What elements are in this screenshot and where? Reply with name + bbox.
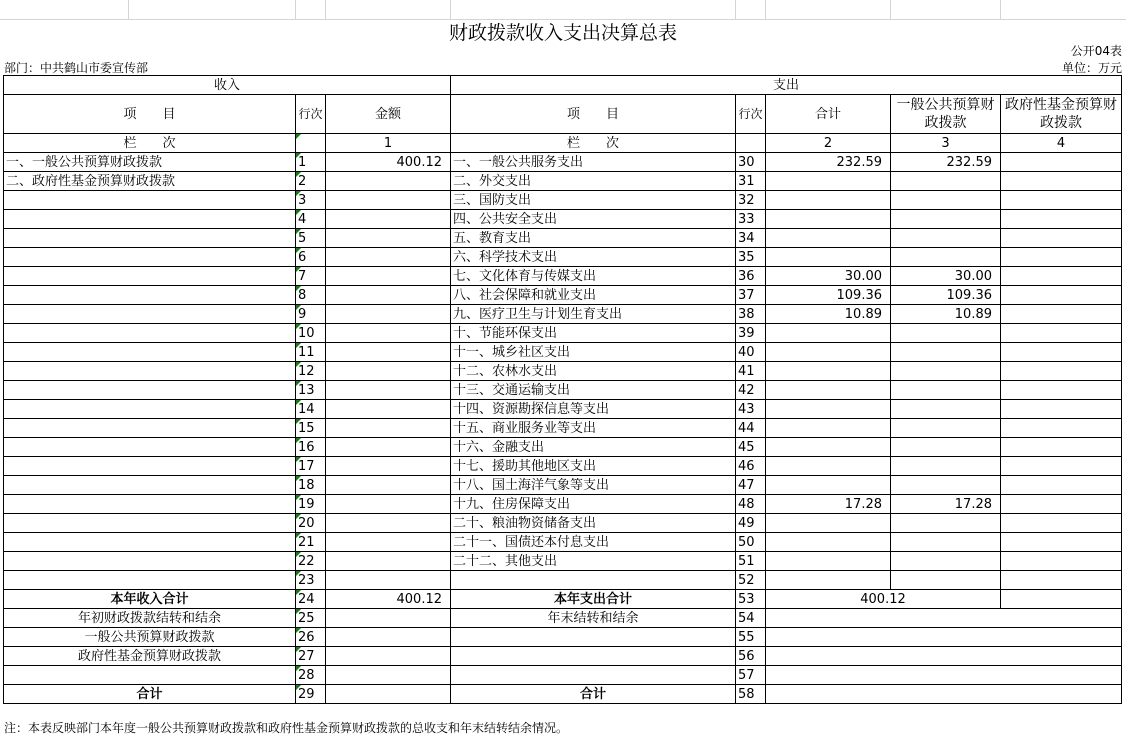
line-number: 16 bbox=[296, 438, 326, 457]
expense-general-budget: 232.59 bbox=[891, 153, 1001, 172]
expense-general-budget: 30.00 bbox=[891, 267, 1001, 286]
line-number: 14 bbox=[296, 400, 326, 419]
grand-expense-label: 合计 bbox=[451, 685, 736, 704]
line-number: 26 bbox=[296, 628, 326, 647]
expense-total: 30.00 bbox=[766, 267, 891, 286]
income-item bbox=[4, 457, 296, 476]
table-row bbox=[4, 571, 1122, 590]
expense-gov-fund bbox=[1001, 229, 1122, 248]
expense-item: 十四、资源勘探信息等支出 bbox=[451, 400, 736, 419]
empty-cell bbox=[766, 647, 1122, 666]
line-number: 46 bbox=[736, 457, 766, 476]
income-amount bbox=[326, 476, 451, 495]
column-index-label: 栏 次 bbox=[4, 134, 296, 153]
table-row bbox=[4, 305, 1122, 324]
income-amount bbox=[326, 343, 451, 362]
line-number: 10 bbox=[296, 324, 326, 343]
line-number: 38 bbox=[736, 305, 766, 324]
income-amount bbox=[326, 438, 451, 457]
income-amount bbox=[326, 210, 451, 229]
line-number: 15 bbox=[296, 419, 326, 438]
income-item bbox=[4, 533, 296, 552]
table-row bbox=[4, 172, 1122, 191]
line-number: 29 bbox=[296, 685, 326, 704]
table-row bbox=[4, 324, 1122, 343]
expense-gov-fund bbox=[1001, 210, 1122, 229]
line-number: 57 bbox=[736, 666, 766, 685]
income-amount bbox=[326, 362, 451, 381]
expense-total: 232.59 bbox=[766, 153, 891, 172]
income-total-label: 本年收入合计 bbox=[4, 590, 296, 609]
expense-item: 六、科学技术支出 bbox=[451, 248, 736, 267]
line-number: 7 bbox=[296, 267, 326, 286]
income-item bbox=[4, 419, 296, 438]
expense-total bbox=[766, 210, 891, 229]
line-number: 8 bbox=[296, 286, 326, 305]
expense-general-budget bbox=[891, 191, 1001, 210]
empty-cell bbox=[326, 609, 451, 628]
expense-gov-fund bbox=[1001, 172, 1122, 191]
spreadsheet-grid-header bbox=[0, 0, 1126, 20]
income-item: 二、政府性基金预算财政拨款 bbox=[4, 172, 296, 191]
column-index-4: 4 bbox=[1001, 134, 1122, 153]
income-amount bbox=[326, 533, 451, 552]
line-number: 9 bbox=[296, 305, 326, 324]
line-number: 43 bbox=[736, 400, 766, 419]
expense-gov-fund bbox=[1001, 305, 1122, 324]
expense-item: 七、文化体育与传媒支出 bbox=[451, 267, 736, 286]
expense-total bbox=[766, 191, 891, 210]
income-amount bbox=[326, 267, 451, 286]
line-number: 17 bbox=[296, 457, 326, 476]
table-row bbox=[4, 210, 1122, 229]
expense-gov-fund bbox=[1001, 400, 1122, 419]
income-item bbox=[4, 210, 296, 229]
expense-item: 三、国防支出 bbox=[451, 191, 736, 210]
expense-item: 五、教育支出 bbox=[451, 229, 736, 248]
line-number: 13 bbox=[296, 381, 326, 400]
expense-gov-fund bbox=[1001, 343, 1122, 362]
empty-cell bbox=[451, 647, 736, 666]
expense-gov-fund bbox=[1001, 267, 1122, 286]
expense-general-budget bbox=[891, 571, 1001, 590]
table-row bbox=[4, 476, 1122, 495]
expense-gov-fund bbox=[1001, 248, 1122, 267]
expense-header: 支出 bbox=[451, 76, 1122, 95]
line-number: 51 bbox=[736, 552, 766, 571]
column-index-blank bbox=[736, 134, 766, 153]
empty-cell bbox=[326, 628, 451, 647]
expense-item: 十九、住房保障支出 bbox=[451, 495, 736, 514]
line-number: 23 bbox=[296, 571, 326, 590]
expense-general-budget bbox=[891, 533, 1001, 552]
general-budget-label: 一般公共预算财政拨款 bbox=[4, 628, 296, 647]
income-total-amount: 400.12 bbox=[326, 590, 451, 609]
expense-total: 10.89 bbox=[766, 305, 891, 324]
expense-item: 九、医疗卫生与计划生育支出 bbox=[451, 305, 736, 324]
empty-cell bbox=[451, 666, 736, 685]
expense-item: 十一、城乡社区支出 bbox=[451, 343, 736, 362]
income-amount bbox=[326, 191, 451, 210]
line-number: 20 bbox=[296, 514, 326, 533]
expense-general-budget bbox=[891, 381, 1001, 400]
income-amount bbox=[326, 514, 451, 533]
expense-item: 二、外交支出 bbox=[451, 172, 736, 191]
expense-gov-fund bbox=[1001, 381, 1122, 400]
income-item bbox=[4, 571, 296, 590]
expense-item: 二十、粮油物资储备支出 bbox=[451, 514, 736, 533]
table-row bbox=[4, 229, 1122, 248]
income-item: 一、一般公共预算财政拨款 bbox=[4, 153, 296, 172]
line-number: 33 bbox=[736, 210, 766, 229]
expense-total bbox=[766, 343, 891, 362]
expense-general-budget bbox=[891, 210, 1001, 229]
general-budget-header: 一般公共预算财政拨款 bbox=[891, 95, 1001, 134]
summary-body bbox=[4, 590, 1122, 704]
expense-general-budget: 109.36 bbox=[891, 286, 1001, 305]
income-item bbox=[4, 248, 296, 267]
line-number: 40 bbox=[736, 343, 766, 362]
line-number: 12 bbox=[296, 362, 326, 381]
expense-gov-fund bbox=[1001, 495, 1122, 514]
expense-gov-fund bbox=[1001, 191, 1122, 210]
empty-cell bbox=[4, 666, 296, 685]
expense-general-budget bbox=[891, 438, 1001, 457]
expense-gov-fund bbox=[1001, 552, 1122, 571]
line-number: 58 bbox=[736, 685, 766, 704]
line-number: 27 bbox=[296, 647, 326, 666]
column-index-3: 3 bbox=[891, 134, 1001, 153]
expense-item: 十六、金融支出 bbox=[451, 438, 736, 457]
line-number: 54 bbox=[736, 609, 766, 628]
income-item bbox=[4, 362, 296, 381]
expense-general-budget bbox=[891, 552, 1001, 571]
table-row bbox=[4, 343, 1122, 362]
form-code: 公开04表 bbox=[1070, 44, 1122, 58]
income-item bbox=[4, 400, 296, 419]
expense-item: 十八、国土海洋气象等支出 bbox=[451, 476, 736, 495]
expense-general-budget bbox=[891, 324, 1001, 343]
income-item bbox=[4, 343, 296, 362]
expense-gov-fund bbox=[1001, 286, 1122, 305]
line-number: 52 bbox=[736, 571, 766, 590]
income-item-header: 项 目 bbox=[4, 95, 296, 134]
empty-cell bbox=[766, 609, 1122, 628]
income-item bbox=[4, 381, 296, 400]
expense-general-budget bbox=[891, 476, 1001, 495]
line-number: 5 bbox=[296, 229, 326, 248]
table-body bbox=[4, 153, 1122, 590]
line-number: 45 bbox=[736, 438, 766, 457]
expense-gov-fund bbox=[1001, 438, 1122, 457]
line-number: 41 bbox=[736, 362, 766, 381]
line-number: 39 bbox=[736, 324, 766, 343]
expense-item: 十五、商业服务业等支出 bbox=[451, 419, 736, 438]
expense-general-budget bbox=[891, 362, 1001, 381]
expense-total: 109.36 bbox=[766, 286, 891, 305]
line-number: 49 bbox=[736, 514, 766, 533]
column-index-label: 栏 次 bbox=[451, 134, 736, 153]
total-header: 合计 bbox=[766, 95, 891, 134]
income-amount bbox=[326, 229, 451, 248]
line-number: 55 bbox=[736, 628, 766, 647]
expense-total bbox=[766, 514, 891, 533]
expense-total bbox=[766, 533, 891, 552]
income-amount bbox=[326, 419, 451, 438]
table-row bbox=[4, 191, 1122, 210]
table-row bbox=[4, 552, 1122, 571]
expense-general-budget bbox=[891, 172, 1001, 191]
line-number: 11 bbox=[296, 343, 326, 362]
line-number: 18 bbox=[296, 476, 326, 495]
line-number: 56 bbox=[736, 647, 766, 666]
income-item bbox=[4, 495, 296, 514]
empty-cell bbox=[766, 666, 1122, 685]
amount-header: 金额 bbox=[326, 95, 451, 134]
line-number: 34 bbox=[736, 229, 766, 248]
expense-total bbox=[766, 324, 891, 343]
income-item bbox=[4, 438, 296, 457]
expense-item bbox=[451, 571, 736, 590]
column-index-2: 2 bbox=[766, 134, 891, 153]
expense-gov-fund bbox=[1001, 457, 1122, 476]
expense-general-budget bbox=[891, 343, 1001, 362]
expense-total bbox=[766, 571, 891, 590]
expense-total bbox=[766, 362, 891, 381]
income-item bbox=[4, 267, 296, 286]
line-number: 19 bbox=[296, 495, 326, 514]
line-number: 4 bbox=[296, 210, 326, 229]
expense-total bbox=[766, 381, 891, 400]
line-number: 24 bbox=[296, 590, 326, 609]
expense-general-budget: 17.28 bbox=[891, 495, 1001, 514]
footnote: 注：本表反映部门本年度一般公共预算财政拨款和政府性基金预算财政拨款的总收支和年末结转结余情况。 bbox=[4, 721, 569, 735]
expense-total bbox=[766, 438, 891, 457]
income-item bbox=[4, 229, 296, 248]
table-row bbox=[4, 153, 1122, 172]
empty-cell bbox=[1001, 590, 1122, 609]
line-number: 44 bbox=[736, 419, 766, 438]
column-index-1: 1 bbox=[326, 134, 451, 153]
expense-general-budget bbox=[891, 514, 1001, 533]
line-number: 47 bbox=[736, 476, 766, 495]
income-item bbox=[4, 191, 296, 210]
income-item bbox=[4, 514, 296, 533]
table-row bbox=[4, 267, 1122, 286]
page-title: 财政拨款收入支出决算总表 bbox=[448, 22, 677, 44]
expense-general-budget bbox=[891, 400, 1001, 419]
expense-gov-fund bbox=[1001, 533, 1122, 552]
expense-total: 17.28 bbox=[766, 495, 891, 514]
expense-item: 十七、援助其他地区支出 bbox=[451, 457, 736, 476]
income-amount bbox=[326, 571, 451, 590]
empty-cell bbox=[326, 666, 451, 685]
income-amount bbox=[326, 172, 451, 191]
line-number: 36 bbox=[736, 267, 766, 286]
table-row bbox=[4, 495, 1122, 514]
expense-total bbox=[766, 419, 891, 438]
table-row bbox=[4, 248, 1122, 267]
table-row bbox=[4, 419, 1122, 438]
expense-item: 二十二、其他支出 bbox=[451, 552, 736, 571]
income-amount bbox=[326, 305, 451, 324]
table-row bbox=[4, 533, 1122, 552]
line-number: 3 bbox=[296, 191, 326, 210]
expense-item: 十、节能环保支出 bbox=[451, 324, 736, 343]
expense-gov-fund bbox=[1001, 514, 1122, 533]
income-item bbox=[4, 305, 296, 324]
expense-item: 一、一般公共服务支出 bbox=[451, 153, 736, 172]
expense-line-header: 行次 bbox=[736, 95, 766, 134]
expense-general-budget bbox=[891, 248, 1001, 267]
line-number: 37 bbox=[736, 286, 766, 305]
table-row bbox=[4, 457, 1122, 476]
table-row bbox=[4, 514, 1122, 533]
expense-total bbox=[766, 457, 891, 476]
line-number: 28 bbox=[296, 666, 326, 685]
empty-cell bbox=[326, 685, 451, 704]
line-number: 30 bbox=[736, 153, 766, 172]
expense-total-label: 本年支出合计 bbox=[451, 590, 736, 609]
table-row bbox=[4, 438, 1122, 457]
carry-out-label: 年末结转和结余 bbox=[451, 609, 736, 628]
empty-cell bbox=[766, 628, 1122, 647]
expense-total bbox=[766, 229, 891, 248]
expense-item: 八、社会保障和就业支出 bbox=[451, 286, 736, 305]
expense-general-budget bbox=[891, 457, 1001, 476]
income-amount: 400.12 bbox=[326, 153, 451, 172]
gov-fund-label: 政府性基金预算财政拨款 bbox=[4, 647, 296, 666]
table-row bbox=[4, 286, 1122, 305]
expense-general-budget bbox=[891, 229, 1001, 248]
expense-total bbox=[766, 476, 891, 495]
financial-table bbox=[3, 75, 1122, 704]
table-row bbox=[4, 400, 1122, 419]
line-number: 42 bbox=[736, 381, 766, 400]
expense-item: 二十一、国债还本付息支出 bbox=[451, 533, 736, 552]
expense-total bbox=[766, 172, 891, 191]
line-number: 6 bbox=[296, 248, 326, 267]
column-index-blank bbox=[296, 134, 326, 153]
income-item bbox=[4, 286, 296, 305]
income-amount bbox=[326, 248, 451, 267]
expense-total bbox=[766, 248, 891, 267]
expense-item: 十三、交通运输支出 bbox=[451, 381, 736, 400]
income-item bbox=[4, 552, 296, 571]
expense-item: 四、公共安全支出 bbox=[451, 210, 736, 229]
expense-general-budget: 10.89 bbox=[891, 305, 1001, 324]
line-number: 1 bbox=[296, 153, 326, 172]
expense-gov-fund bbox=[1001, 476, 1122, 495]
grand-total-label: 合计 bbox=[4, 685, 296, 704]
income-amount bbox=[326, 400, 451, 419]
expense-total-amount: 400.12 bbox=[766, 590, 1001, 609]
unit-label: 单位：万元 bbox=[1061, 61, 1122, 75]
line-number: 53 bbox=[736, 590, 766, 609]
line-number: 48 bbox=[736, 495, 766, 514]
expense-gov-fund bbox=[1001, 571, 1122, 590]
expense-general-budget bbox=[891, 419, 1001, 438]
income-amount bbox=[326, 457, 451, 476]
line-number: 35 bbox=[736, 248, 766, 267]
line-number: 32 bbox=[736, 191, 766, 210]
department-label: 部门：中共鹤山市委宣传部 bbox=[4, 61, 149, 75]
table-row bbox=[4, 381, 1122, 400]
income-amount bbox=[326, 495, 451, 514]
expense-gov-fund bbox=[1001, 419, 1122, 438]
expense-gov-fund bbox=[1001, 153, 1122, 172]
line-number: 31 bbox=[736, 172, 766, 191]
empty-cell bbox=[451, 628, 736, 647]
gov-fund-header: 政府性基金预算财政拨款 bbox=[1001, 95, 1122, 134]
income-amount bbox=[326, 381, 451, 400]
line-number: 50 bbox=[736, 533, 766, 552]
empty-cell bbox=[766, 685, 1122, 704]
expense-total bbox=[766, 400, 891, 419]
income-amount bbox=[326, 324, 451, 343]
expense-item-header: 项 目 bbox=[451, 95, 736, 134]
line-number: 22 bbox=[296, 552, 326, 571]
income-amount bbox=[326, 552, 451, 571]
table-row bbox=[4, 362, 1122, 381]
line-number: 2 bbox=[296, 172, 326, 191]
income-amount bbox=[326, 286, 451, 305]
carry-in-label: 年初财政拨款结转和结余 bbox=[4, 609, 296, 628]
line-number: 21 bbox=[296, 533, 326, 552]
income-line-header: 行次 bbox=[296, 95, 326, 134]
expense-total bbox=[766, 552, 891, 571]
expense-gov-fund bbox=[1001, 324, 1122, 343]
expense-item: 十二、农林水支出 bbox=[451, 362, 736, 381]
income-item bbox=[4, 324, 296, 343]
income-header: 收入 bbox=[4, 76, 451, 95]
expense-gov-fund bbox=[1001, 362, 1122, 381]
line-number: 25 bbox=[296, 609, 326, 628]
empty-cell bbox=[326, 647, 451, 666]
income-item bbox=[4, 476, 296, 495]
